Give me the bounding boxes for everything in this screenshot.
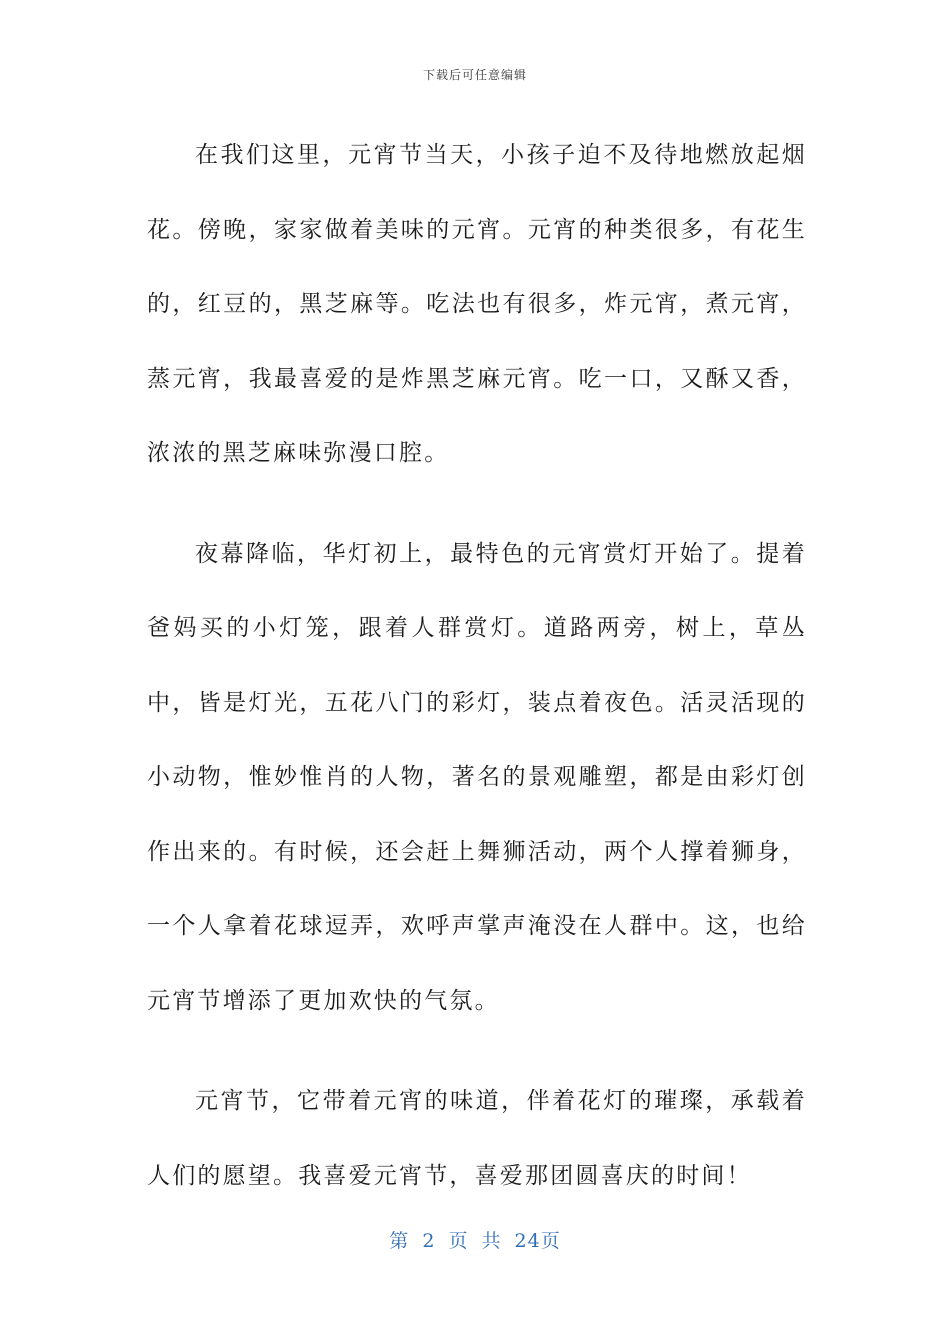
paragraph-1: 在我们这里，元宵节当天，小孩子迫不及待地燃放起烟花。傍晚，家家做着美味的元宵。元宵的种类很多，有花生的，红豆的，黑芝麻等。吃法也有很多，炸元宵，煮元宵，蒸元宵，我最喜爱的是炸黑芝麻元宵。吃一口，又酥又香，浓浓的黑芝麻味弥漫口腔。 <box>147 142 807 466</box>
paragraph-2: 夜幕降临，华灯初上，最特色的元宵赏灯开始了。提着爸妈买的小灯笼，跟着人群赏灯。道路两旁，树上，草丛中，皆是灯光，五花八门的彩灯，装点着夜色。活灵活现的小动物，惟妙惟肖的人物，著名的景观雕塑，都是由彩灯创作出来的。有时候，还会赶上舞狮活动，两个人撑着狮身，一个人拿着花球逗弄，欢呼声掌声淹没在人群中。这，也给元宵节增添了更加欢快的气氛。 <box>147 540 807 1014</box>
paragraph-3: 元宵节，它带着元宵的味道，伴着花灯的璀璨，承载着人们的愿望。我喜爱元宵节，喜爱那团圆喜庆的时间！ <box>147 1088 807 1189</box>
page-header-note: 下载后可任意编辑 <box>422 68 527 82</box>
document-body <box>147 118 807 1239</box>
page-number-footer: 第 2 页 共 24页 <box>389 1230 561 1252</box>
